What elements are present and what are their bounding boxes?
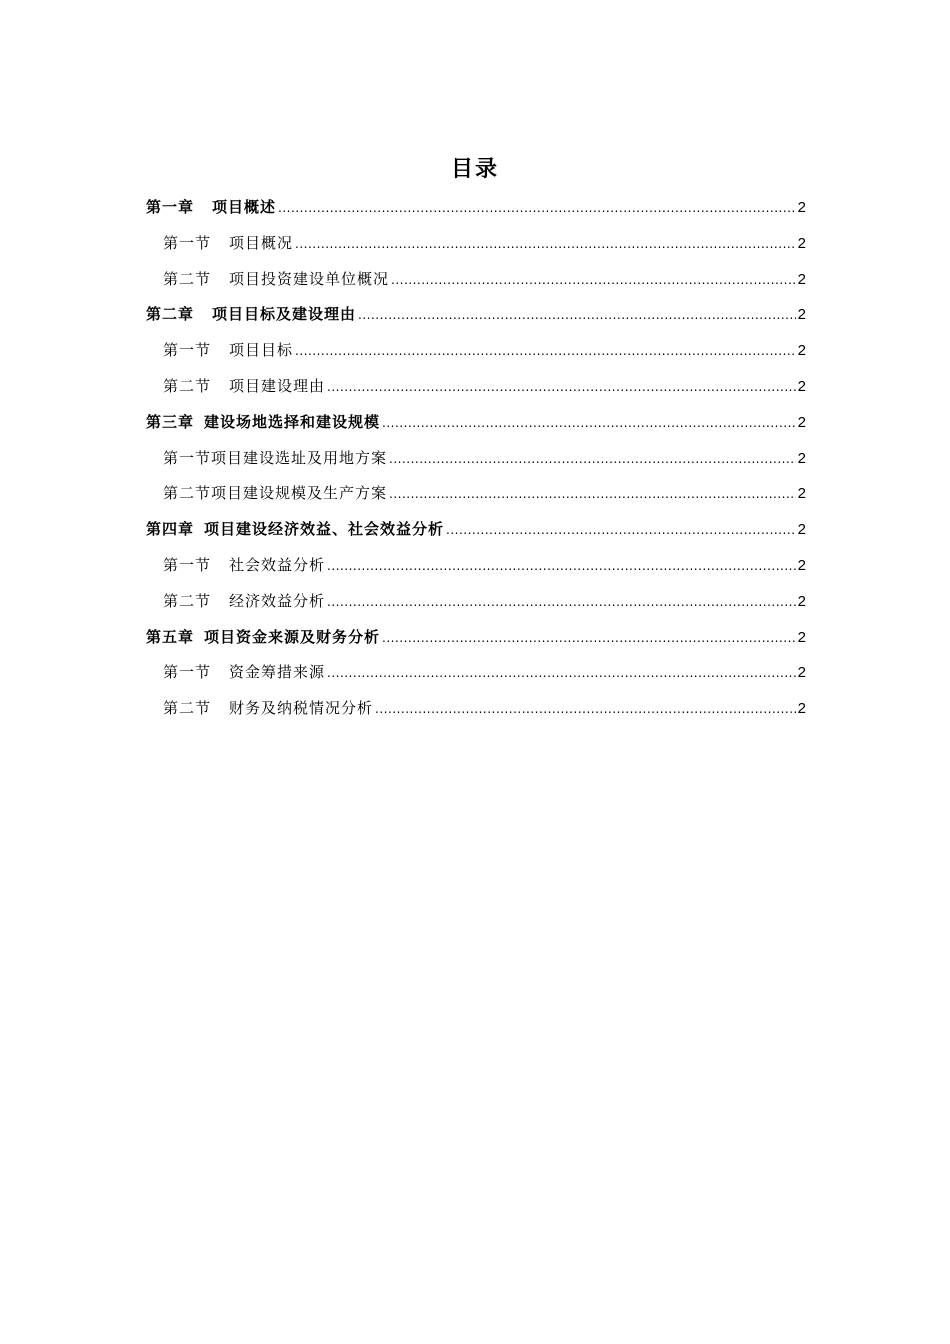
toc-entry-text: 建设场地选择和建设规模 — [204, 412, 381, 431]
toc-entry-text: 项目概述 — [212, 198, 277, 216]
toc-entry-label — [146, 405, 380, 441]
toc-page-number: 2 — [797, 592, 806, 610]
toc-page-number: 2 — [797, 413, 806, 431]
toc-section-entry[interactable] — [146, 226, 806, 262]
toc-entry-number: 第一节 — [163, 341, 212, 360]
toc-page-number: 2 — [797, 377, 806, 395]
toc-leader-dots — [327, 656, 796, 692]
toc-entry-text: 项目建设规模及生产方案 — [211, 484, 388, 503]
toc-page-number: 2 — [797, 700, 806, 718]
toc-entry-label — [163, 655, 325, 691]
toc-title: 目录 — [450, 157, 499, 182]
toc-entry-number: 第四章 — [146, 520, 195, 539]
toc-entry-number: 第一节 — [163, 555, 212, 574]
toc-leader-dots — [382, 621, 796, 657]
toc-entry-label — [146, 297, 356, 333]
toc-entry-text: 项目投资建设单位概况 — [229, 269, 390, 288]
toc-page-number: 2 — [797, 234, 806, 252]
toc-entry-text: 项目资金来源及财务分析 — [204, 627, 381, 646]
toc-chapter-entry[interactable] — [146, 512, 806, 548]
toc-entry-number: 第五章 — [146, 627, 195, 646]
toc-entry-label — [163, 441, 387, 477]
toc-entry-text: 经济效益分析 — [229, 591, 326, 610]
toc-section-entry[interactable] — [146, 369, 806, 405]
toc-entry-label — [146, 620, 380, 656]
toc-leader-dots — [327, 370, 796, 406]
toc-section-entry[interactable] — [146, 476, 806, 512]
toc-leader-dots — [327, 585, 796, 621]
toc-entry-number: 第三章 — [146, 412, 195, 431]
toc-section-entry[interactable] — [146, 655, 806, 691]
toc-page-number: 2 — [797, 628, 806, 646]
toc-chapter-entry[interactable] — [146, 190, 806, 226]
toc-chapter-entry[interactable] — [146, 405, 806, 441]
toc-page-number: 2 — [797, 664, 806, 682]
toc-entry-label — [163, 226, 293, 262]
toc-entry-text: 项目建设经济效益、社会效益分析 — [204, 520, 445, 539]
toc-entry-label — [163, 333, 293, 369]
toc-entry-label — [163, 369, 325, 405]
toc-entry-text: 项目概况 — [229, 233, 294, 252]
toc-entry-text: 社会效益分析 — [229, 555, 326, 574]
toc-entry-number: 第二节 — [163, 591, 212, 610]
toc-page-number: 2 — [797, 342, 806, 360]
toc-page-number: 2 — [797, 199, 806, 216]
toc-entry-text: 项目目标 — [229, 341, 294, 360]
toc-entry-number: 第一章 — [146, 198, 195, 216]
toc-leader-dots — [295, 334, 796, 370]
toc-leader-dots — [295, 227, 796, 263]
toc-entry-number: 第二章 — [146, 305, 195, 324]
toc-entry-label — [163, 262, 389, 298]
toc-entry-number: 第二节 — [163, 269, 212, 288]
toc-leader-dots — [389, 442, 796, 478]
toc-page-number: 2 — [797, 449, 806, 467]
toc-entry-label — [163, 584, 325, 620]
toc-section-entry[interactable] — [146, 333, 806, 369]
toc-entry-text: 项目建设选址及用地方案 — [211, 448, 388, 467]
toc-leader-dots — [327, 549, 796, 585]
toc-entry-number: 第二节 — [163, 699, 212, 718]
toc-entry-label — [163, 476, 387, 512]
toc-entry-number: 第一节 — [163, 448, 212, 467]
toc-entry-text: 财务及纳税情况分析 — [229, 699, 374, 718]
toc-section-entry[interactable] — [146, 691, 806, 727]
toc-entry-number: 第二节 — [163, 484, 212, 503]
toc-leader-dots — [358, 298, 796, 334]
toc-entry-number: 第二节 — [163, 376, 212, 395]
toc-entry-text: 项目目标及建设理由 — [212, 305, 357, 324]
toc-section-entry[interactable] — [146, 584, 806, 620]
toc-section-entry[interactable] — [146, 262, 806, 298]
toc-entry-label — [146, 190, 276, 226]
toc-page-number: 2 — [797, 556, 806, 574]
toc-leader-dots — [278, 191, 796, 227]
toc-entry-label — [163, 691, 373, 727]
toc-section-entry[interactable] — [146, 548, 806, 584]
toc-leader-dots — [375, 692, 796, 728]
toc-entry-number: 第一节 — [163, 663, 212, 682]
toc-page-number: 2 — [797, 270, 806, 288]
toc-chapter-entry[interactable] — [146, 620, 806, 656]
toc-leader-dots — [391, 263, 796, 299]
toc-leader-dots — [389, 477, 796, 513]
toc-entry-label — [146, 512, 444, 548]
toc-page-number: 2 — [797, 306, 806, 324]
toc-section-entry[interactable] — [146, 441, 806, 477]
toc-leader-dots — [446, 513, 796, 549]
toc-page-number: 2 — [797, 485, 806, 503]
toc-entry-text: 项目建设理由 — [229, 376, 326, 395]
toc-leader-dots — [382, 406, 796, 442]
toc-chapter-entry[interactable] — [146, 297, 806, 333]
toc-entry-text: 资金筹措来源 — [229, 663, 326, 682]
toc-page-number: 2 — [797, 521, 806, 539]
table-of-contents — [146, 190, 806, 727]
toc-entry-number: 第一节 — [163, 233, 212, 252]
toc-entry-label — [163, 548, 325, 584]
